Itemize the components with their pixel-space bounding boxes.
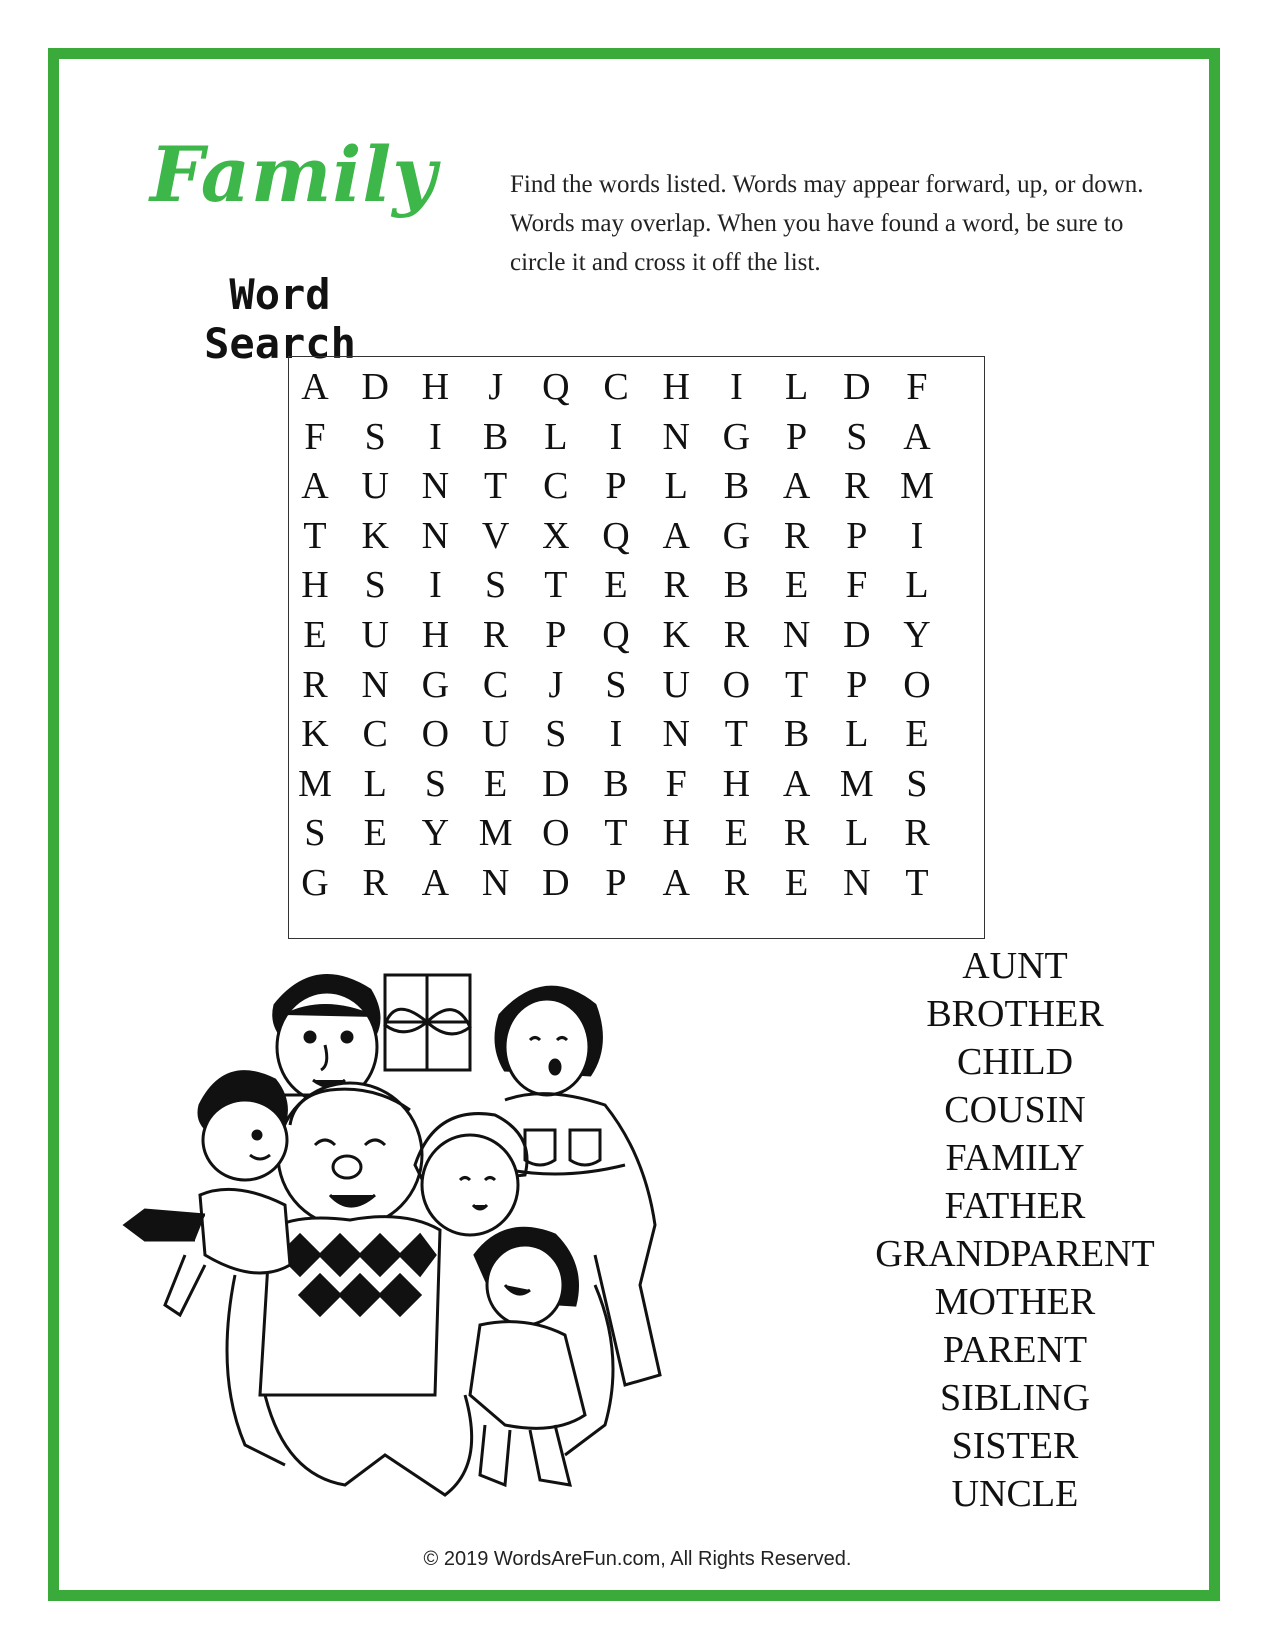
grid-row: [289, 559, 984, 611]
word-list-item: SISTER: [951, 1425, 1079, 1467]
grid-letter: L: [845, 713, 869, 756]
grid-letter: G: [722, 415, 751, 458]
grid-letter: A: [421, 862, 450, 904]
grid-letter: S: [364, 415, 386, 458]
grid-letter: I: [910, 514, 924, 557]
word-list-item: FAMILY: [945, 1137, 1085, 1179]
grid-letter: F: [665, 762, 687, 805]
word-list-item: SIBLING: [940, 1377, 1090, 1419]
grid-letter: P: [846, 663, 868, 706]
instructions-text: Find the words listed. Words may appear forward, up, or down. Words may overlap. When you have found a word, be sure to circle it and cross it off the list.: [510, 171, 1144, 276]
copyright-text: © 2019 WordsAreFun.com, All Rights Reserved.: [423, 1548, 852, 1570]
grid-letter: K: [301, 713, 329, 756]
grid-letter: D: [843, 366, 871, 408]
grid-letter: B: [482, 415, 509, 458]
grid-letter: E: [784, 564, 809, 607]
grid-letter: C: [603, 366, 629, 408]
grid-letter: D: [542, 862, 570, 904]
grid-letter: A: [782, 762, 811, 805]
grid-row: [289, 807, 984, 859]
grid-letter: T: [724, 713, 748, 756]
grid-letter: M: [478, 812, 513, 855]
grid-letter: C: [362, 713, 388, 756]
grid-letter: N: [481, 862, 510, 904]
grid-letter: S: [545, 713, 567, 756]
grid-letter: T: [303, 514, 327, 557]
grid-letter: H: [722, 762, 751, 805]
grid-row: [289, 361, 984, 413]
grid-letter: E: [363, 812, 387, 855]
word-search-grid: [288, 356, 985, 939]
girl-figure: [415, 1114, 527, 1235]
grid-letter: S: [605, 663, 627, 706]
grid-letter: H: [662, 812, 690, 855]
grid-letter: L: [845, 812, 869, 855]
grid-letter: N: [361, 663, 389, 706]
grid-letter: B: [723, 564, 750, 607]
grid-letter: T: [483, 465, 508, 508]
grid-letter: B: [603, 762, 629, 805]
page-title: Family: [150, 130, 438, 219]
grid-letter: H: [662, 366, 690, 408]
grid-letter: L: [544, 415, 568, 458]
grid-letter: A: [782, 465, 811, 508]
gift-box: [385, 975, 470, 1070]
grid-letter: S: [846, 415, 868, 458]
grid-letter: F: [304, 415, 326, 458]
grid-letter: B: [723, 465, 750, 508]
grid-letter: F: [906, 366, 928, 408]
grid-letter: O: [722, 663, 751, 706]
grid-letter: S: [424, 762, 446, 805]
grid-letter: O: [542, 812, 570, 855]
grid-letter: E: [604, 564, 628, 607]
grid-letter: A: [903, 415, 931, 458]
grid-letter: H: [301, 564, 329, 607]
grid-letter: U: [481, 713, 510, 756]
grid-letter: K: [662, 614, 690, 656]
grid-letter: T: [905, 862, 929, 904]
grid-letter: I: [609, 713, 623, 756]
grid-row: [289, 609, 984, 661]
page-subtitle: Word Search: [204, 270, 356, 368]
grid-letter: R: [783, 812, 810, 855]
grid-letter: N: [782, 614, 811, 656]
grid-letter: J: [488, 366, 503, 408]
grid-letter: J: [548, 663, 564, 706]
grid-row: [289, 460, 984, 512]
grid-letter: A: [662, 862, 690, 904]
grid-letter: B: [783, 713, 810, 756]
grid-letter: Y: [421, 812, 450, 855]
word-list-item: BROTHER: [926, 993, 1104, 1035]
grid-letter: P: [545, 614, 567, 656]
word-list-item: COUSIN: [944, 1089, 1086, 1131]
grid-letter: R: [723, 862, 750, 904]
grid-letter: L: [664, 465, 688, 508]
grid-letter: P: [786, 415, 808, 458]
grid-letter: R: [844, 465, 870, 508]
grid-letter: T: [604, 812, 628, 855]
word-list-item: MOTHER: [934, 1281, 1096, 1323]
family-illustration: [85, 955, 725, 1515]
grid-letter: T: [784, 663, 809, 706]
grid-letter: M: [298, 762, 332, 805]
grid-letter: C: [543, 465, 569, 508]
grid-letter: R: [362, 862, 388, 904]
grid-letter: N: [843, 862, 871, 904]
word-list: [845, 942, 1185, 1518]
grid-letter: S: [364, 564, 386, 607]
grid-letter: A: [301, 366, 329, 408]
grid-letter: E: [724, 812, 748, 855]
word-list-item: PARENT: [942, 1329, 1088, 1371]
grid-letter: P: [605, 465, 627, 508]
grid-letter: S: [304, 812, 326, 855]
grid-letter: D: [542, 762, 570, 805]
grid-letter: P: [846, 514, 868, 557]
grid-letter: D: [843, 614, 871, 656]
grid-letter: S: [485, 564, 507, 607]
grid-letter: G: [722, 514, 751, 557]
grid-letter: R: [482, 614, 509, 656]
grid-letter: T: [544, 564, 568, 607]
grid-letter: D: [361, 366, 389, 408]
grid-letter: R: [783, 514, 810, 557]
word-list-item: CHILD: [956, 1041, 1074, 1083]
grid-letter: O: [421, 713, 450, 756]
grid-letter: G: [421, 663, 450, 706]
grid-letter: Q: [542, 366, 570, 408]
grid-row: [289, 659, 984, 711]
grid-letter: A: [301, 465, 329, 508]
grid-letter: O: [903, 663, 931, 706]
grid-row: [289, 411, 984, 463]
grid-letter: E: [905, 713, 929, 756]
grid-row: [289, 857, 984, 909]
grid-letter: Q: [602, 614, 630, 656]
grid-letter: R: [723, 614, 750, 656]
grid-row: [289, 758, 984, 810]
grid-letter: N: [662, 415, 690, 458]
grid-letter: E: [483, 762, 508, 805]
grid-letter: R: [904, 812, 930, 855]
grid-row: [289, 510, 984, 562]
grid-letter: U: [361, 614, 389, 656]
grid-letter: X: [542, 514, 570, 557]
grid-letter: H: [421, 614, 450, 656]
grid-letter: C: [482, 663, 509, 706]
word-list-item: FATHER: [944, 1185, 1086, 1227]
grid-letter: P: [605, 862, 627, 904]
grid-letter: F: [846, 564, 868, 607]
grid-letter: U: [361, 465, 389, 508]
grid-letter: N: [421, 514, 450, 557]
word-list-item: GRANDPARENT: [875, 1233, 1155, 1275]
child-figure: [470, 1228, 585, 1485]
grid-letter: I: [730, 366, 743, 408]
grid-letter: S: [906, 762, 928, 805]
grid-letter: A: [662, 514, 690, 557]
word-list-item: UNCLE: [951, 1473, 1079, 1515]
word-list-item: AUNT: [962, 945, 1068, 987]
grid-letter: Q: [602, 514, 630, 557]
grid-letter: E: [784, 862, 809, 904]
grid-row: [289, 708, 984, 760]
grid-letter: U: [662, 663, 690, 706]
grid-letter: Y: [903, 614, 931, 656]
grid-letter: I: [429, 564, 442, 607]
grid-letter: G: [301, 862, 329, 904]
grid-letter: V: [481, 514, 510, 557]
grid-letter: L: [784, 366, 809, 408]
grid-letter: R: [663, 564, 689, 607]
grid-letter: L: [363, 762, 387, 805]
grid-letter: N: [421, 465, 450, 508]
grid-letter: E: [303, 614, 327, 656]
grid-letter: L: [905, 564, 929, 607]
grid-letter: I: [429, 415, 442, 458]
grid-letter: M: [839, 762, 874, 805]
grid-letter: N: [662, 713, 690, 756]
grid-letter: H: [421, 366, 450, 408]
grid-letter: K: [361, 514, 389, 557]
grid-letter: R: [302, 663, 328, 706]
grid-letter: I: [609, 415, 623, 458]
grid-letter: M: [900, 465, 934, 508]
boy-figure: [125, 1072, 290, 1315]
